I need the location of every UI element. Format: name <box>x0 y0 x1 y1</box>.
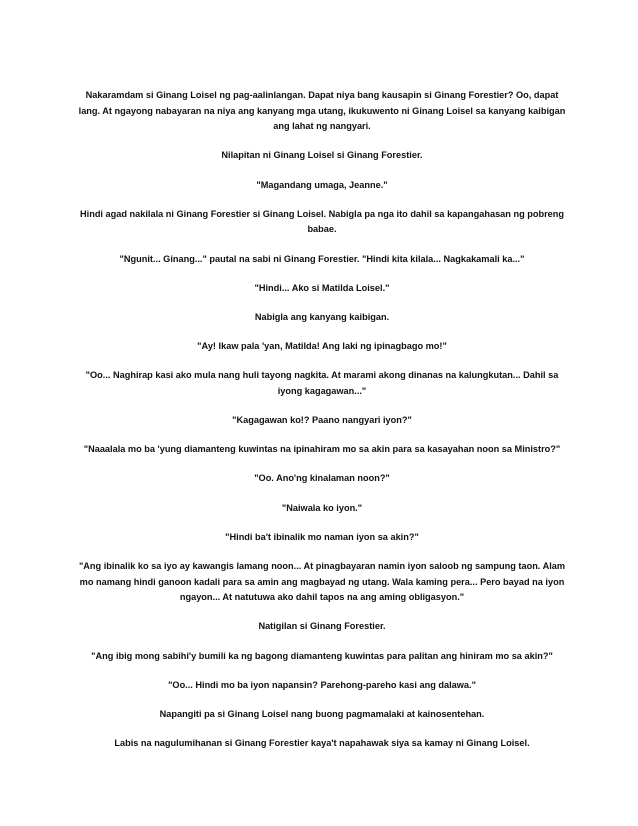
paragraph-smile: Napangiti pa si Ginang Loisel nang buong pagmamalaki at kainosentehan. <box>159 708 485 719</box>
dialogue-question-how: "Kagagawan ko!? Paano nangyari iyon?" <box>232 415 412 426</box>
dialogue-returned: "Hindi ba't ibinalik mo naman iyon sa akin?" <box>225 531 419 542</box>
dialogue-greeting: "Magandang umaga, Jeanne." <box>256 179 388 190</box>
dialogue-introduction: "Hindi... Ako si Matilda Loisel." <box>254 282 390 293</box>
dialogue-stammer: "Ngunit... Ginang..." pautal na sabi ni Ginang Forestier. "Hindi kita kilala... Nagkakamali ka..." <box>119 253 525 264</box>
document-page <box>78 88 566 765</box>
paragraph-doubt: Nakaramdam si Ginang Loisel ng pag-aalinlangan. Dapat niya bang kausapin si Ginang Forestier? Oo, dapat lang. At ngayong nabayaran na niya ang kanyang mga utang, ikukuwento ni Ginang Loisel sa kanyang kaibigan ang lahat ng nangyari. <box>78 90 566 132</box>
dialogue-confession: "Ang ibinalik ko sa iyo ay kawangis lamang noon... At pinagbayaran namin iyon saloob ng sampung taon. Alam mo namang hindi ganoon kadali para sa amin ang magbayad ng utang. Wala kaming pera... Pero bayad na iyon ngayon... At natutuwa ako dahil tapos na ang aming obligasyon." <box>78 561 566 603</box>
dialogue-necklace-memory: "Naaalala mo ba 'yung diamanteng kuwintas na ipinahiram mo sa akin para sa kasayahan noon sa Ministro?" <box>83 444 561 455</box>
dialogue-hardship: "Oo... Naghirap kasi ako mula nang huli tayong nagkita. At marami akong dinanas na kalungkutan... Dahil sa iyong kagagawan..." <box>85 370 559 396</box>
paragraph-surprised: Nabigla ang kanyang kaibigan. <box>254 311 390 322</box>
dialogue-new-necklace: "Ang ibig mong sabihi'y bumili ka ng bagong diamanteng kuwintas para palitan ang hiniram mo sa akin?" <box>91 650 553 661</box>
dialogue-identical: "Oo... Hindi mo ba iyon napansin? Parehong-pareho kasi ang dalawa." <box>168 679 476 690</box>
dialogue-lost-it: "Naiwala ko iyon." <box>281 502 363 513</box>
paragraph-bewildered: Labis na nagulumihanan si Ginang Forestier kaya't napahawak siya sa kamay ni Ginang Loisel. <box>114 738 530 749</box>
paragraph-stunned: Natigilan si Ginang Forestier. <box>258 621 386 632</box>
dialogue-what-about-it: "Oo. Ano'ng kinalaman noon?" <box>254 473 390 484</box>
paragraph-not-recognized: Hindi agad nakilala ni Ginang Forestier si Ginang Loisel. Nabigla pa nga ito dahil sa kapangahasan ng pobreng babae. <box>80 208 564 235</box>
dialogue-recognition: "Ay! Ikaw pala 'yan, Matilda! Ang laki ng ipinagbago mo!" <box>197 341 447 352</box>
paragraph-approach: Nilapitan ni Ginang Loisel si Ginang Forestier. <box>221 150 423 161</box>
